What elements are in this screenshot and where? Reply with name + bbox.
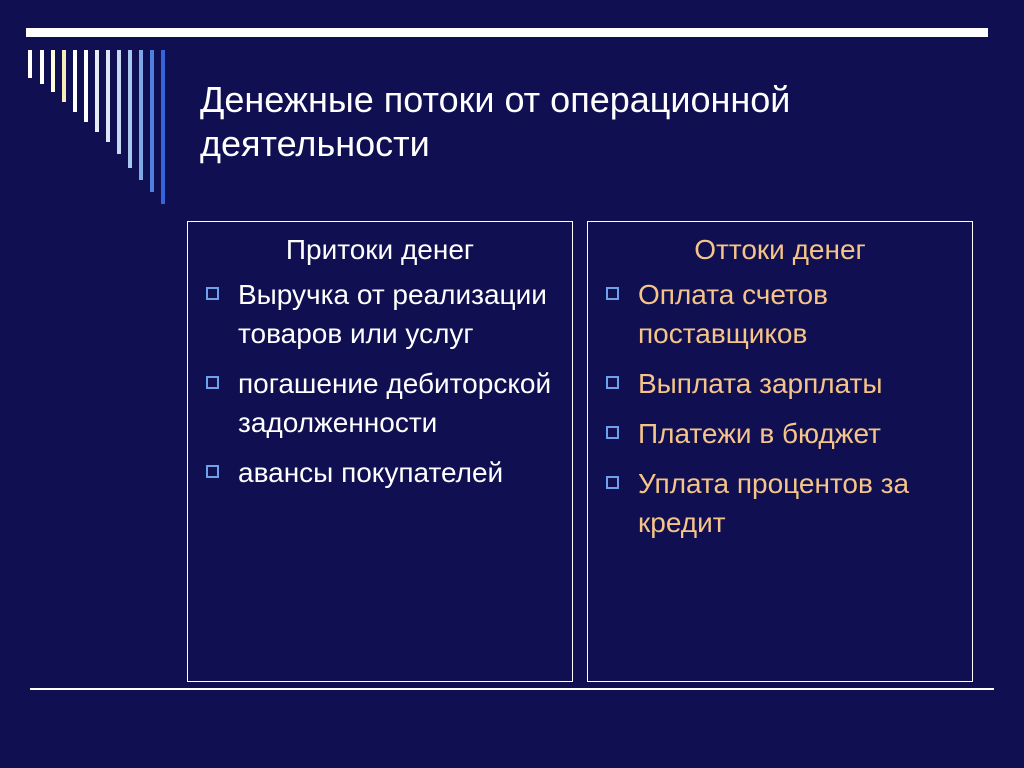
stripe xyxy=(62,50,66,102)
list-item xyxy=(202,364,572,442)
stripe xyxy=(95,50,99,132)
inflows-list xyxy=(188,275,572,492)
square-bullet-icon xyxy=(606,476,619,489)
square-bullet-icon xyxy=(606,426,619,439)
stripe xyxy=(73,50,77,112)
list-item-text: Выручка от реализации товаров или услуг xyxy=(238,279,547,349)
square-bullet-icon xyxy=(206,376,219,389)
list-item xyxy=(602,275,972,353)
stripe xyxy=(40,50,44,84)
list-item xyxy=(602,464,972,542)
list-item-text: Оплата счетов поставщиков xyxy=(638,279,828,349)
list-item-text: Платежи в бюджет xyxy=(638,418,881,449)
outflows-panel xyxy=(587,221,973,682)
inflows-heading: Притоки денег xyxy=(285,234,475,265)
stripe xyxy=(84,50,88,122)
bottom-divider xyxy=(30,688,994,690)
list-item-text: Выплата зарплаты xyxy=(638,368,883,399)
slide-title-line-2: деятельности xyxy=(200,123,430,164)
list-item-text: авансы покупателей xyxy=(238,457,504,488)
stripe xyxy=(106,50,110,142)
square-bullet-icon xyxy=(606,287,619,300)
stripe xyxy=(128,50,132,168)
square-bullet-icon xyxy=(206,465,219,478)
list-item-text: погашение дебиторской задолженности xyxy=(238,368,552,438)
outflows-heading: Оттоки денег xyxy=(694,234,866,265)
inflows-panel xyxy=(187,221,573,682)
list-item-text: Уплата процентов за кредит xyxy=(638,468,910,538)
stripe xyxy=(51,50,55,92)
stripe xyxy=(139,50,143,180)
stripe xyxy=(117,50,121,154)
stripe xyxy=(150,50,154,192)
stripe xyxy=(161,50,165,204)
top-divider xyxy=(26,28,988,37)
stripe xyxy=(28,50,32,78)
square-bullet-icon xyxy=(606,376,619,389)
square-bullet-icon xyxy=(206,287,219,300)
slide-title-line-1: Денежные потоки от операционной xyxy=(200,79,791,120)
list-item xyxy=(602,364,972,403)
slide-title xyxy=(200,78,980,166)
list-item xyxy=(602,414,972,453)
outflows-list xyxy=(588,275,972,542)
list-item xyxy=(202,453,572,492)
list-item xyxy=(202,275,572,353)
